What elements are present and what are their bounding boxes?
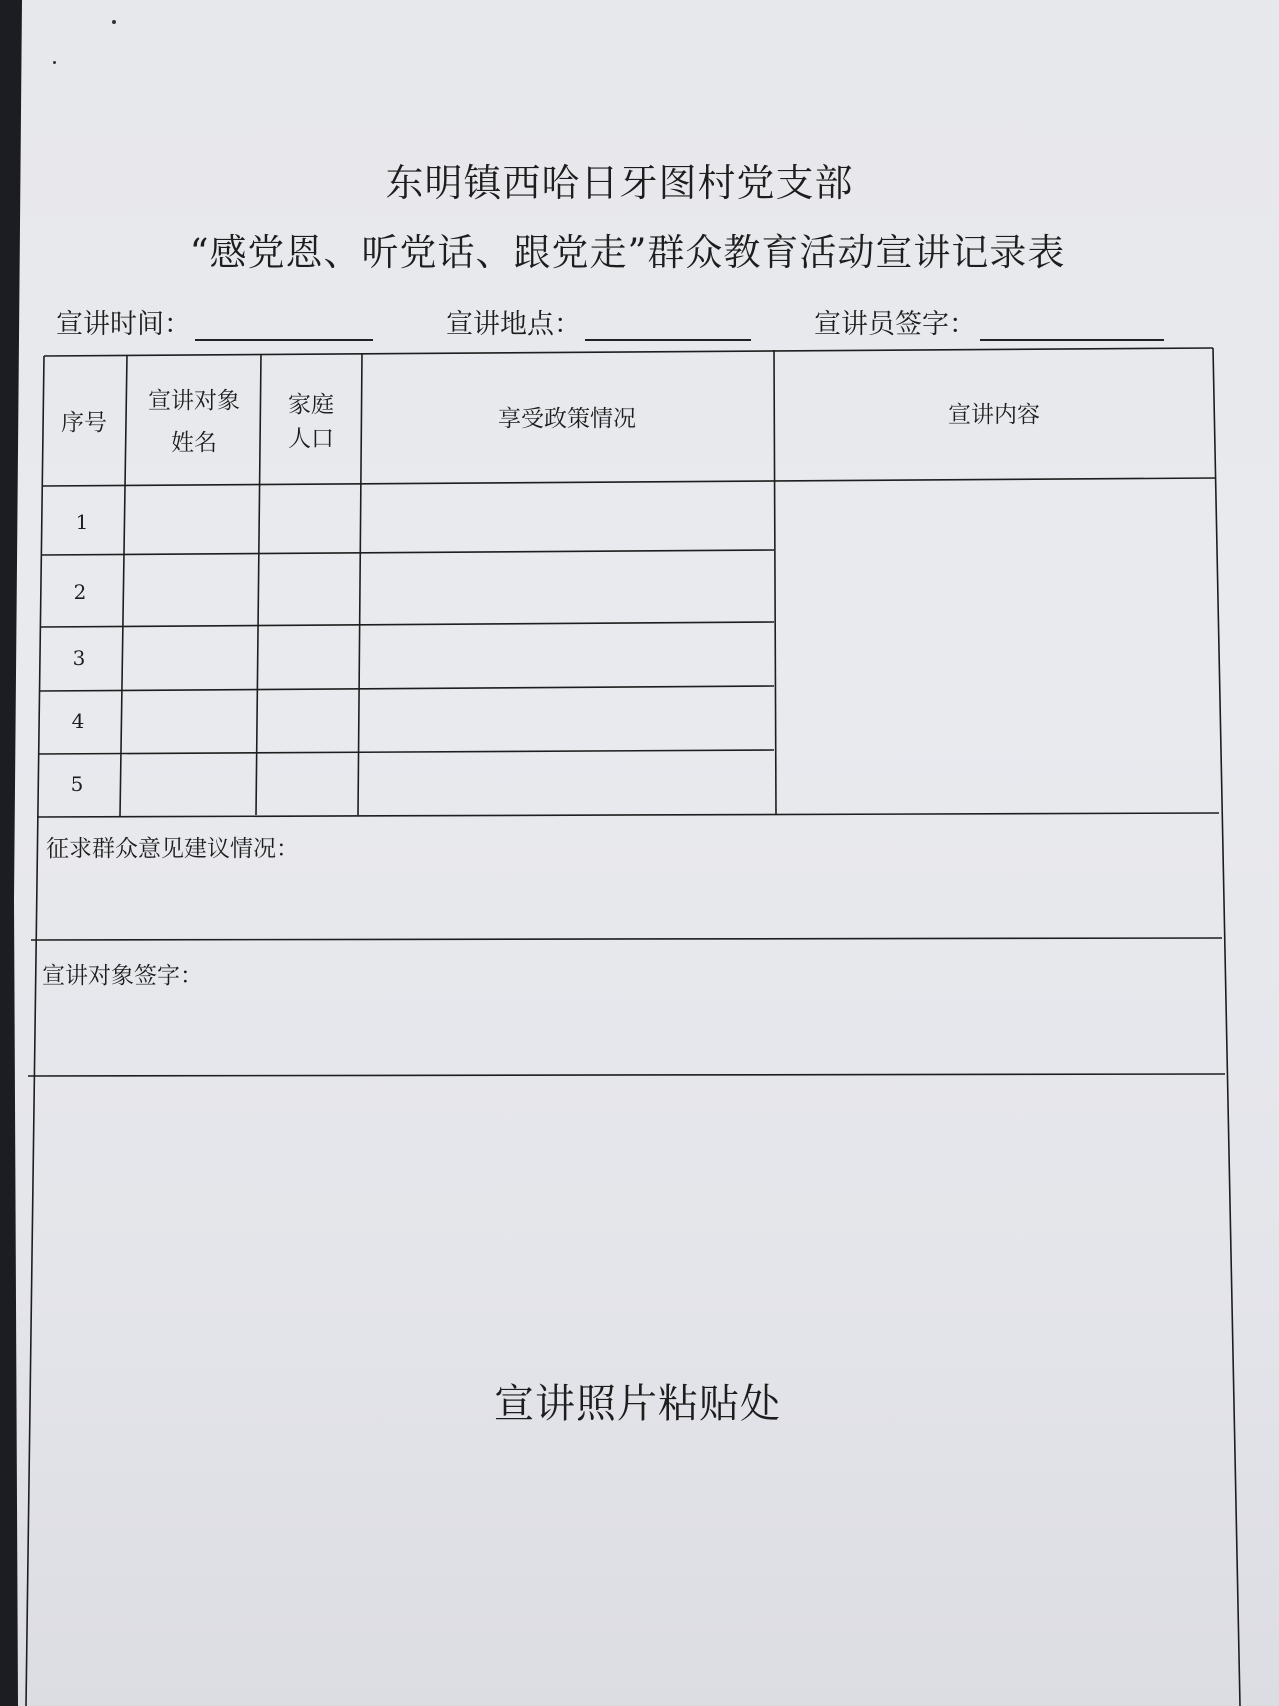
row-number-1: 1 [75,510,89,534]
row-number-5: 5 [70,772,84,796]
place-label: 宣讲地点： [446,309,581,340]
signature-label: 宣讲对象签字： [42,963,203,989]
header-policy: 享受政策情况 [498,406,636,432]
header-index: 序号 [61,410,107,436]
row-number-4: 4 [71,709,85,733]
form-title-activity: “感党恩、听党话、跟党走”群众教育活动宣讲记录表 [189,231,1066,274]
row-number-3: 3 [72,646,86,670]
header-name-line2: 姓名 [171,430,217,456]
speaker-label: 宣讲员签字： [814,309,976,340]
form-title-organization: 东明镇西哈日牙图村党支部 [385,161,854,205]
header-family-line2: 人口 [288,426,334,452]
header-family-line1: 家庭 [288,392,334,418]
photo-paste-area-label: 宣讲照片粘贴处 [494,1381,781,1427]
opinions-label: 征求群众意见建议情况： [46,836,299,862]
header-name-line1: 宣讲对象 [148,388,240,414]
header-content: 宣讲内容 [948,402,1040,428]
time-label: 宣讲时间： [56,309,191,340]
row-number-2: 2 [73,580,87,604]
